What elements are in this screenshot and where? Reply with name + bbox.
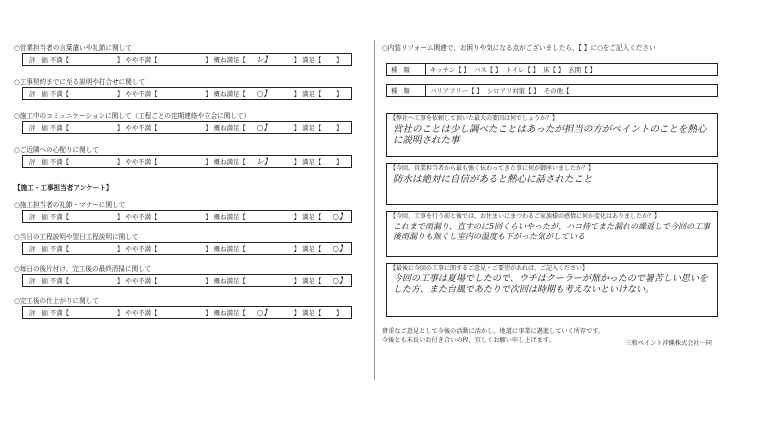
option-label: 】 満足【 bbox=[293, 277, 322, 285]
option-label: 不満【 bbox=[49, 309, 69, 317]
closing-note bbox=[382, 327, 716, 347]
handwritten-answer: 防水は絶対に自信があると熱心に話されたこと bbox=[393, 174, 593, 185]
category-item: キッチン【 】 bbox=[430, 66, 470, 74]
question-neighbor-care: ○ご近隣への心配りに関して bbox=[14, 146, 99, 154]
rating-row-sales-manner bbox=[22, 53, 352, 66]
rating-label: 評 価 bbox=[29, 277, 50, 285]
question-work-explanation: ○当日の工程説明や翌日工程説明に関して bbox=[14, 233, 139, 241]
option-label: 不満【 bbox=[49, 56, 69, 64]
category-item: その他【 bbox=[543, 87, 570, 95]
option-label: 】 やや不満【 bbox=[117, 213, 158, 221]
category-row-1 bbox=[386, 63, 718, 76]
rating-row-worker-manner bbox=[22, 210, 352, 223]
option-satisfied bbox=[294, 308, 358, 317]
question-worker-manner: ○施工担当者の礼節・マナーに関して bbox=[14, 201, 126, 209]
rating-label: 評 価 bbox=[29, 158, 50, 166]
option-somewhat-dissatisfied bbox=[117, 89, 193, 98]
rating-label: 評 価 bbox=[29, 245, 50, 253]
option-label: 不満【 bbox=[49, 213, 69, 221]
option-mostly-satisfied bbox=[205, 276, 281, 285]
rating-row-finish bbox=[22, 306, 352, 319]
category-items bbox=[426, 65, 596, 74]
option-mostly-satisfied bbox=[205, 54, 281, 65]
option-satisfied bbox=[294, 89, 358, 98]
option-somewhat-dissatisfied bbox=[117, 55, 193, 64]
option-label: 】 満足【 bbox=[293, 90, 322, 98]
option-label: 】 概ね満足【 bbox=[205, 56, 246, 64]
option-somewhat-dissatisfied bbox=[117, 212, 193, 221]
answer-box-episode bbox=[386, 211, 718, 257]
option-dissatisfied bbox=[50, 308, 105, 317]
rating-row-neighbor bbox=[22, 155, 352, 168]
option-satisfied bbox=[294, 123, 358, 132]
question-interest: ○内装リフォーム関連で、お困りや気になる点がございましたら、【 】に○をご記入ください bbox=[382, 44, 656, 52]
option-mark: 】 bbox=[336, 158, 343, 166]
option-label: 不満【 bbox=[49, 158, 69, 166]
rating-row-work-explanation bbox=[22, 242, 352, 255]
option-mark: ○】 bbox=[256, 123, 271, 132]
rating-label: 評 価 bbox=[29, 213, 50, 221]
rating-row-cleanup bbox=[22, 274, 352, 287]
rating-label: 評 価 bbox=[29, 56, 50, 64]
left-column bbox=[14, 44, 354, 319]
option-satisfied bbox=[294, 275, 358, 286]
option-label: 】 概ね満足【 bbox=[205, 124, 246, 132]
rating-label: 評 価 bbox=[29, 90, 50, 98]
section-heading-construction: 【施工・工事担当者アンケート】 bbox=[14, 184, 113, 192]
option-label: 】 満足【 bbox=[293, 56, 322, 64]
option-mostly-satisfied bbox=[205, 88, 281, 99]
rating-label: 評 価 bbox=[29, 124, 50, 132]
answer-box-question: 【今回、営業担当者から最も強く伝わってきた事に何が御座いましたか？】 bbox=[390, 165, 594, 172]
option-label: 】 満足【 bbox=[293, 158, 322, 166]
option-label: 不満【 bbox=[49, 90, 69, 98]
category-item: トイレ【 】 bbox=[505, 66, 540, 74]
handwritten-answer: これまで雨漏り、直すのに5回くらいやったが、ハコ持てまた漏れの繰返しで今回の工事後雨漏りも無くし室内の温度も下がった気がしている bbox=[393, 222, 711, 241]
category-label: 種 類 bbox=[387, 85, 426, 96]
option-mark: ○】 bbox=[332, 212, 347, 221]
option-mark: ○】 bbox=[256, 89, 271, 98]
question-sales-manner: ○営業担当者の言葉遣いや礼節に関して bbox=[14, 44, 132, 52]
option-label: 】 概ね満足【 bbox=[205, 277, 246, 285]
question-contract-explanation: ○工事契約までに至る説明や打合せに関して bbox=[14, 78, 146, 86]
option-label: 不満【 bbox=[49, 277, 69, 285]
rating-label: 評 価 bbox=[29, 309, 50, 317]
answer-box-question: 【弊社へ工事を依頼して頂いた最大の要因は何でしょうか？】 bbox=[390, 115, 559, 122]
option-somewhat-dissatisfied bbox=[117, 157, 193, 166]
question-finish: ○完工後の仕上がりに関して bbox=[14, 297, 99, 305]
option-label: 】 やや不満【 bbox=[117, 56, 158, 64]
option-label: 】 やや不満【 bbox=[117, 90, 158, 98]
option-label: 】 概ね満足【 bbox=[205, 90, 246, 98]
right-column bbox=[382, 44, 724, 347]
answer-box-feedback bbox=[386, 263, 718, 317]
option-mark: ○】 bbox=[332, 276, 347, 285]
option-label: 不満【 bbox=[49, 245, 69, 253]
category-items bbox=[426, 86, 569, 95]
option-satisfied bbox=[294, 55, 358, 64]
option-label: 】 やや不満【 bbox=[117, 309, 158, 317]
closing-text-line: 貴重なご意見として今後の活動に活かし、地道に事業に邁進していく所存です。 bbox=[382, 328, 605, 335]
option-mostly-satisfied bbox=[205, 244, 281, 253]
rating-row-contract bbox=[22, 87, 352, 100]
option-mostly-satisfied bbox=[205, 307, 281, 318]
question-communication: ○施工中のコミュニケーションに関して（工程ごとの定期連絡や立会に関して） bbox=[14, 112, 251, 120]
option-somewhat-dissatisfied bbox=[117, 276, 193, 285]
column-divider bbox=[374, 40, 375, 380]
category-item: 床【 】 bbox=[543, 66, 565, 74]
option-mostly-satisfied bbox=[205, 212, 281, 221]
option-label: 】 満足【 bbox=[293, 309, 322, 317]
option-dissatisfied bbox=[50, 244, 105, 253]
answer-box-question: 【今回、工事を行う前と後では、お住まいにまつわるご家族様の感情に何か変化はありましたか？】 bbox=[390, 213, 661, 220]
option-label: 】 満足【 bbox=[293, 124, 322, 132]
question-cleanup: ○毎日の後片付け、完工後の最終清掃に関して bbox=[14, 265, 152, 273]
option-dissatisfied bbox=[50, 276, 105, 285]
option-mark: レ】 bbox=[256, 157, 272, 166]
option-label: 】 やや不満【 bbox=[117, 158, 158, 166]
rating-row-communication bbox=[22, 121, 352, 134]
option-dissatisfied bbox=[50, 157, 105, 166]
option-mark: ○】 bbox=[256, 308, 271, 317]
option-dissatisfied bbox=[50, 212, 105, 221]
closing-text-line: 今後とも末長いお付き合いの程、宜しくお願い申し上げます。 bbox=[382, 337, 555, 344]
option-satisfied bbox=[294, 243, 358, 254]
handwritten-answer: 今回の工事は夏場でしたので、ウチはクーラーが無かったので暑苦しい思いをした方、また台風であたりで次回は時期も考えないといけない。 bbox=[393, 274, 708, 295]
category-row-2 bbox=[386, 84, 718, 97]
option-dissatisfied bbox=[50, 123, 105, 132]
answer-box-appeal bbox=[386, 163, 718, 205]
category-item: バリアフリー【 】 bbox=[430, 87, 483, 95]
option-somewhat-dissatisfied bbox=[117, 308, 193, 317]
option-mark: ○】 bbox=[332, 244, 347, 253]
category-label: 種 類 bbox=[387, 64, 426, 75]
option-label: 】 概ね満足【 bbox=[205, 309, 246, 317]
category-item: 玄関【 】 bbox=[568, 66, 597, 74]
option-mark: 】 bbox=[336, 56, 343, 64]
category-item: シロアリ対策【 】 bbox=[486, 87, 540, 95]
option-somewhat-dissatisfied bbox=[117, 123, 193, 132]
option-dissatisfied bbox=[50, 55, 105, 64]
option-mostly-satisfied bbox=[205, 156, 281, 167]
option-satisfied bbox=[294, 211, 358, 222]
option-label: 】 満足【 bbox=[293, 213, 322, 221]
option-label: 不満【 bbox=[49, 124, 69, 132]
option-label: 】 やや不満【 bbox=[117, 277, 158, 285]
option-mark: 】 bbox=[336, 124, 343, 132]
option-somewhat-dissatisfied bbox=[117, 244, 193, 253]
option-label: 】 概ね満足【 bbox=[205, 213, 246, 221]
option-label: 】 満足【 bbox=[293, 245, 322, 253]
option-label: 】 概ね満足【 bbox=[205, 158, 246, 166]
category-item: バス【 】 bbox=[473, 66, 502, 74]
option-mark: 】 bbox=[336, 309, 343, 317]
option-label: 】 やや不満【 bbox=[117, 245, 158, 253]
option-mostly-satisfied bbox=[205, 122, 281, 133]
option-label: 】 やや不満【 bbox=[117, 124, 158, 132]
option-mark: 】 bbox=[336, 90, 343, 98]
answer-box-reason bbox=[386, 113, 718, 157]
company-signature: 三和ペイント沖縄株式会社一同 bbox=[625, 340, 712, 347]
option-mark: レ】 bbox=[256, 55, 272, 64]
answer-box-question: 【最後に今回の工事に関するご意見・ご要望があれば、ご記入ください】 bbox=[390, 265, 589, 272]
option-label: 】 概ね満足【 bbox=[205, 245, 246, 253]
option-dissatisfied bbox=[50, 89, 105, 98]
option-satisfied bbox=[294, 157, 358, 166]
handwritten-answer: 営社のことは少し調べたことはあったが担当の方がペイントのことを熱心に説明された事 bbox=[393, 124, 707, 146]
